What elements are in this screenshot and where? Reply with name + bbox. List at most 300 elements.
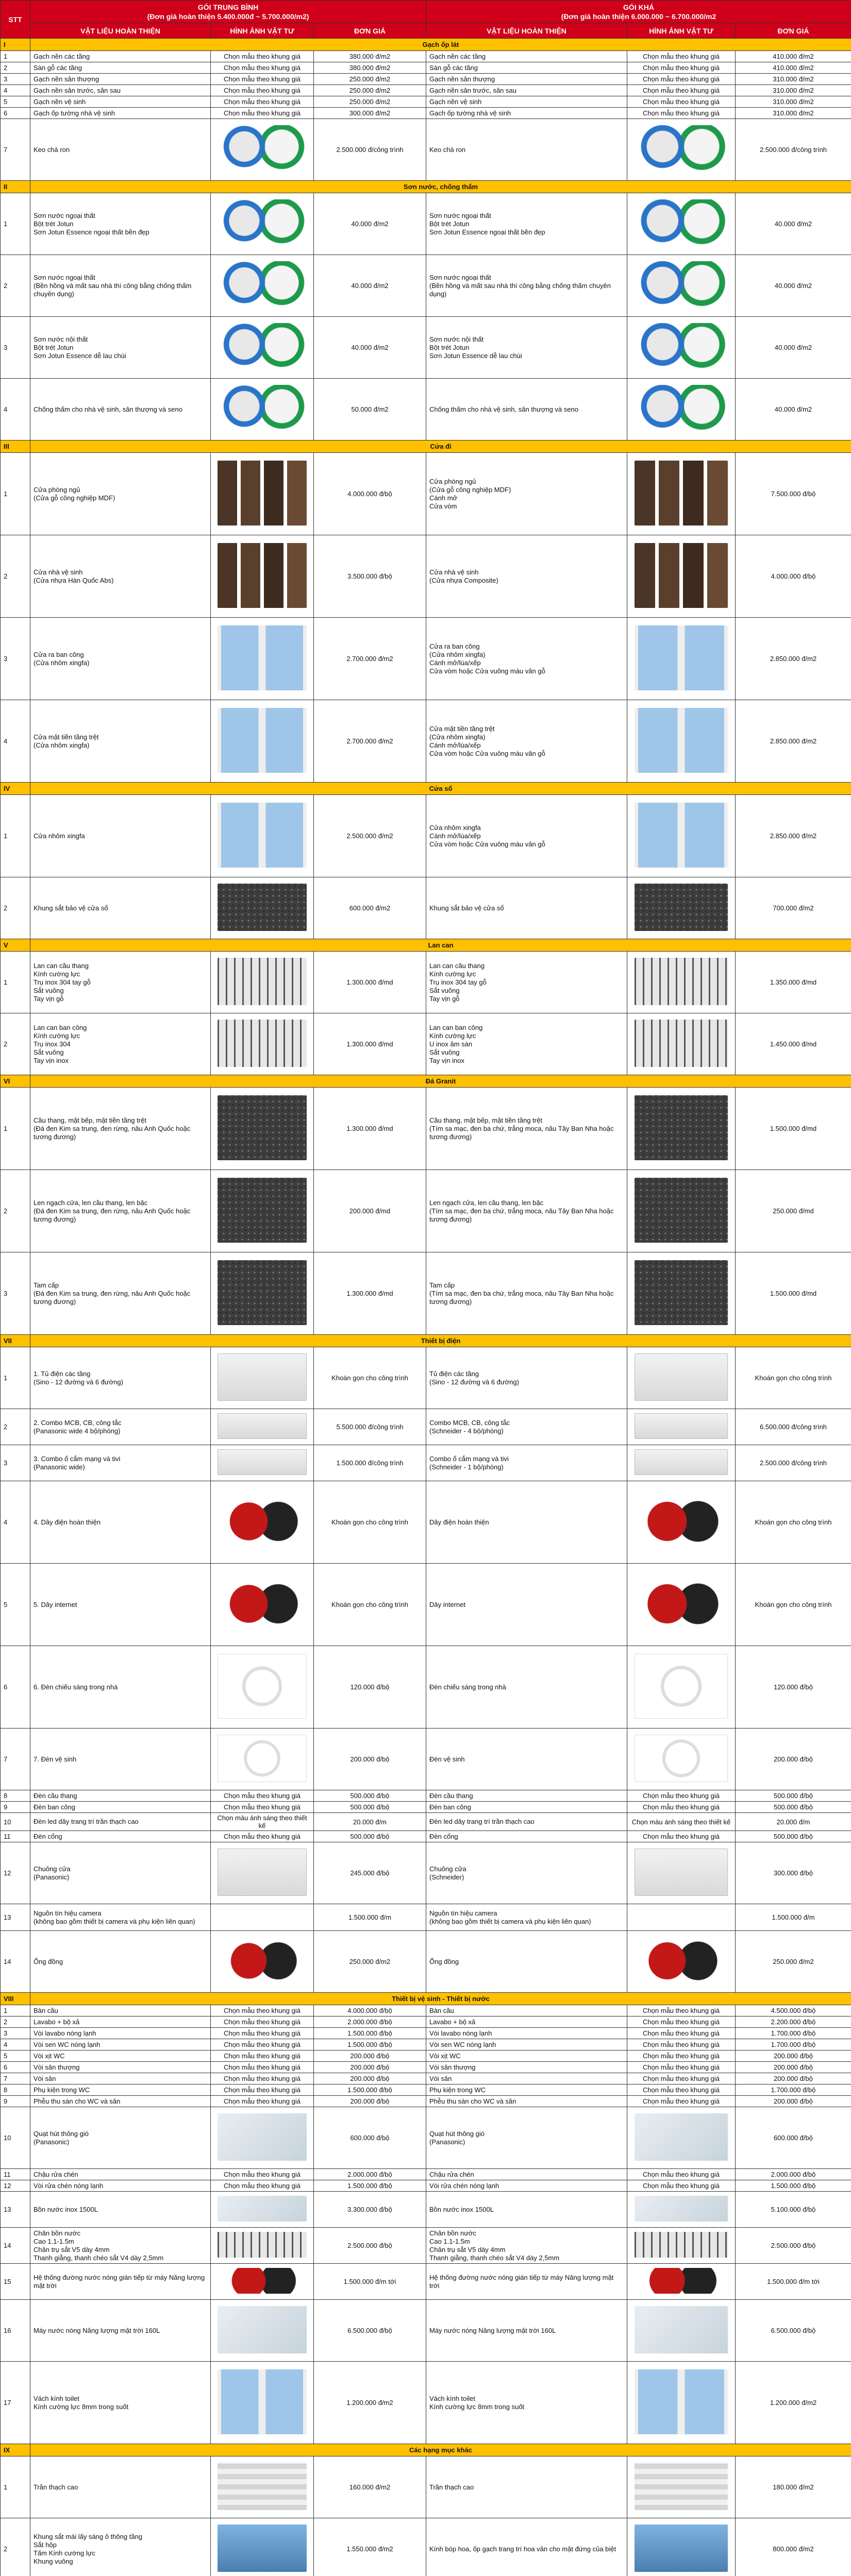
table-row (1, 2096, 851, 2107)
section-number: VII (1, 1335, 30, 1347)
material-left: Gạch nền sân trước, sân sau (30, 85, 211, 96)
price-left: 4.000.000 đ/bộ (314, 2005, 426, 2016)
material-right: Sơn nước nội thất Bột trét Jotun Sơn Jotun Essence dễ lau chùi (426, 317, 627, 379)
image-note-right: Chọn mẫu theo khung giá (627, 51, 736, 62)
row-number: 1 (1, 193, 30, 255)
table-row (1, 2300, 851, 2362)
material-right: Tam cấp (Tím sa mạc, đen ba chứ, trắng moca, nâu Tây Ban Nha hoặc tương đương) (426, 1252, 627, 1335)
material-image-left (211, 119, 314, 181)
material-left: Cầu thang, mặt bếp, mặt tiền tầng trệt (Đá đen Kim sa trung, đen rừng, nâu Anh Quốc hoặc tương đương) (30, 1088, 211, 1170)
row-number: 7 (1, 1728, 30, 1790)
section-title: Cửa sổ (30, 783, 851, 795)
table-row (1, 2050, 851, 2062)
material-photo (218, 1178, 306, 1243)
material-image-right (627, 1481, 736, 1564)
price-left: 3.500.000 đ/bộ (314, 535, 426, 618)
price-right: 1.450.000 đ/md (736, 1013, 851, 1075)
material-left: Cửa nhôm xingfa (30, 795, 211, 877)
price-right: Khoán gọn cho công trình (736, 1564, 851, 1646)
section-header (1, 1075, 851, 1088)
material-left: Vòi sân (30, 2073, 211, 2084)
material-photo (218, 2268, 306, 2293)
material-right: Gạch nền sân thượng (426, 74, 627, 85)
image-note-right: Chọn mẫu theo khung giá (627, 2062, 736, 2073)
material-right: Gạch nền vệ sinh (426, 96, 627, 108)
row-number: 15 (1, 2264, 30, 2300)
price-left: 200.000 đ/bộ (314, 2073, 426, 2084)
material-right: Dây điện hoàn thiện (426, 1481, 627, 1564)
material-photo (218, 1937, 306, 1985)
material-image-right (627, 1409, 736, 1445)
price-left: 500.000 đ/bộ (314, 1831, 426, 1842)
table-row (1, 1013, 851, 1075)
material-image-right (627, 535, 736, 618)
material-left: Chậu rửa chén (30, 2169, 211, 2180)
material-photo (635, 385, 728, 432)
material-photo (218, 1849, 306, 1896)
row-number: 1 (1, 2456, 30, 2518)
material-right: Sơn nước ngoại thất (Bền hồng và mất sau nhà thì công bằng chống thấm chuyên dụng) (426, 255, 627, 317)
table-row (1, 96, 851, 108)
price-right: 2.850.000 đ/m2 (736, 795, 851, 877)
price-left: 600.000 đ/bộ (314, 2107, 426, 2169)
material-photo (218, 1654, 306, 1719)
material-right: Đèn led dây trang trí trần thạch cao (426, 1813, 627, 1831)
image-note-left: Chọn mẫu theo khung giá (211, 2084, 314, 2096)
image-note-right: Chọn mẫu theo khung giá (627, 2084, 736, 2096)
row-number: 3 (1, 618, 30, 700)
image-note-right: Chọn mẫu theo khung giá (627, 85, 736, 96)
price-left: 600.000 đ/m2 (314, 877, 426, 939)
image-note-left: Chọn mẫu theo khung giá (211, 2016, 314, 2028)
package-standard-title: GÓI TRUNG BÌNH (197, 3, 259, 11)
material-image-right (627, 1013, 736, 1075)
material-left: Vòi sân thượng (30, 2062, 211, 2073)
row-number: 5 (1, 96, 30, 108)
price-left: 200.000 đ/bộ (314, 1728, 426, 1790)
material-left: Trần thạch cao (30, 2456, 211, 2518)
price-right: 2.850.000 đ/m2 (736, 618, 851, 700)
material-right: Cầu thang, mặt bếp, mặt tiền tầng trệt (Tím sa mạc, đen ba chứ, trắng moca, nâu Tây Ban Nha hoặc tương đương) (426, 1088, 627, 1170)
material-image-left (211, 2228, 314, 2264)
material-left: Chân bồn nước Cao 1.1-1.5m Chân trụ sắt V5 dày 4mm Thanh giằng, thanh chéo sắt V4 dày 2,5mm (30, 2228, 211, 2264)
image-note-right: Chọn mẫu theo khung giá (627, 74, 736, 85)
row-number: 4 (1, 2039, 30, 2050)
price-right: 310.000 đ/m2 (736, 108, 851, 119)
material-photo (635, 1654, 728, 1719)
price-right: 310.000 đ/m2 (736, 85, 851, 96)
material-photo (218, 1095, 306, 1160)
table-row (1, 2169, 851, 2180)
material-photo (218, 385, 306, 432)
material-right: Đèn chiếu sáng trong nhà (426, 1646, 627, 1728)
material-left: Đèn ban công (30, 1802, 211, 1813)
material-right: Vòi sân (426, 2073, 627, 2084)
image-note-left: Chọn màu ánh sáng theo thiết kế (211, 1813, 314, 1831)
price-left: 1.300.000 đ/md (314, 952, 426, 1013)
row-number: 14 (1, 2228, 30, 2264)
row-number: 3 (1, 74, 30, 85)
material-image-left (211, 1564, 314, 1646)
image-note-right (627, 1904, 736, 1931)
material-image-right (627, 1728, 736, 1790)
price-right: 2.500.000 đ/công trình (736, 1445, 851, 1481)
material-left: Gạch ốp tường nhà vệ sinh (30, 108, 211, 119)
table-row (1, 119, 851, 181)
table-row (1, 74, 851, 85)
price-left: 160.000 đ/m2 (314, 2456, 426, 2518)
price-left: 300.000 đ/m2 (314, 108, 426, 119)
price-left: 1.500.000 đ/m (314, 1904, 426, 1931)
material-right: Cửa nhôm xingfa Cánh mở/lùa/xếp Cửa vòm hoặc Cửa vuông màu vân gỗ (426, 795, 627, 877)
material-left: Gạch nền vệ sinh (30, 96, 211, 108)
material-photo (218, 1260, 306, 1325)
row-number: 1 (1, 952, 30, 1013)
material-left: Phụ kiện trong WC (30, 2084, 211, 2096)
material-right: Lan can ban công Kính cường lực U inox âm sàn Sắt vuông Tay vịn inox (426, 1013, 627, 1075)
row-number: 10 (1, 1813, 30, 1831)
row-number: 2 (1, 1013, 30, 1075)
table-row (1, 952, 851, 1013)
row-number: 9 (1, 2096, 30, 2107)
material-left: Khung sắt mái lấy sáng ô thông tầng Sắt hộp Tấm Kính cường lực Khung vuông (30, 2518, 211, 2576)
row-number: 6 (1, 1646, 30, 1728)
price-right: 5.100.000 đ/bộ (736, 2192, 851, 2228)
material-right: Ống đồng (426, 1931, 627, 1993)
material-image-left (211, 1445, 314, 1481)
material-right: Sàn gỗ các tầng (426, 62, 627, 74)
material-left: Vòi sen WC nóng lạnh (30, 2039, 211, 2050)
material-left: 6. Đèn chiếu sáng trong nhà (30, 1646, 211, 1728)
image-note-left: Chọn mẫu theo khung giá (211, 108, 314, 119)
row-number: 6 (1, 108, 30, 119)
image-note-left: Chọn mẫu theo khung giá (211, 1831, 314, 1842)
material-photo (635, 1571, 728, 1636)
material-image-left (211, 2107, 314, 2169)
material-image-right (627, 877, 736, 939)
price-left: 1.500.000 đ/bộ (314, 2084, 426, 2096)
material-image-left (211, 795, 314, 877)
section-title: Gạch ốp lát (30, 39, 851, 51)
package-premium-title: GÓI KHÁ (623, 3, 654, 11)
material-right: Cửa ra ban công (Cửa nhôm xingfa) Cánh mở/lùa/xếp Cửa vòm hoặc Cửa vuông màu vân gỗ (426, 618, 627, 700)
material-right: Chống thấm cho nhà vệ sinh, sân thượng và seno (426, 379, 627, 440)
row-number: 7 (1, 2073, 30, 2084)
section-title: Sơn nước, chống thấm (30, 181, 851, 193)
material-image-right (627, 952, 736, 1013)
row-number: 12 (1, 1842, 30, 1904)
price-left: 380.000 đ/m2 (314, 62, 426, 74)
material-left: Sơn nước ngoại thất Bột trét Jotun Sơn Jotun Essence ngoại thất bền đẹp (30, 193, 211, 255)
header-package-standard (30, 1, 426, 23)
price-right: 4.500.000 đ/bộ (736, 2005, 851, 2016)
material-left: 7. Đèn vệ sinh (30, 1728, 211, 1790)
material-left: Cửa phòng ngủ (Cửa gỗ công nghiệp MDF) (30, 453, 211, 535)
table-row (1, 2062, 851, 2073)
material-right: Đèn cổng (426, 1831, 627, 1842)
material-image-right (627, 453, 736, 535)
material-image-left (211, 1013, 314, 1075)
header-material-left: VẬT LIỆU HOÀN THIỆN (30, 23, 211, 39)
image-note-left: Chọn mẫu theo khung giá (211, 1802, 314, 1813)
material-right: Đèn vệ sinh (426, 1728, 627, 1790)
material-image-right (627, 1931, 736, 1993)
header-material-right: VẬT LIỆU HOÀN THIỆN (426, 23, 627, 39)
material-left: Vòi lavabo nóng lạnh (30, 2028, 211, 2039)
price-right: 200.000 đ/bộ (736, 2096, 851, 2107)
material-image-right (627, 2107, 736, 2169)
material-left: Cửa mặt tiền tầng trệt (Cửa nhôm xingfa) (30, 700, 211, 783)
material-left: Đèn led dây trang trí trần thạch cao (30, 1813, 211, 1831)
material-photo (635, 323, 728, 370)
image-note-right: Chọn màu ánh sáng theo thiết kế (627, 1813, 736, 1831)
price-left: 245.000 đ/bộ (314, 1842, 426, 1904)
row-number: 5 (1, 2050, 30, 2062)
material-photo (635, 1353, 728, 1401)
price-left: 1.300.000 đ/md (314, 1252, 426, 1335)
section-header (1, 181, 851, 193)
material-image-left (211, 1170, 314, 1252)
price-right: 1.500.000 đ/m tới (736, 2264, 851, 2300)
table-row (1, 1790, 851, 1802)
material-photo (635, 803, 728, 868)
material-right: Bàn cầu (426, 2005, 627, 2016)
price-left: 200.000 đ/md (314, 1170, 426, 1252)
material-image-left (211, 1481, 314, 1564)
price-right: 500.000 đ/bộ (736, 1831, 851, 1842)
table-row (1, 193, 851, 255)
material-image-left (211, 1931, 314, 1993)
material-photo (218, 2232, 306, 2257)
image-note-right: Chọn mẫu theo khung giá (627, 108, 736, 119)
image-note-left: Chọn mẫu theo khung giá (211, 1790, 314, 1802)
table-row (1, 453, 851, 535)
table-row (1, 1831, 851, 1842)
table-row (1, 1088, 851, 1170)
price-left: 40.000 đ/m2 (314, 255, 426, 317)
section-header (1, 440, 851, 453)
material-right: Vách kính toilet Kính cường lực 8mm trong suốt (426, 2362, 627, 2444)
section-number: I (1, 39, 30, 51)
material-left: Chuông cửa (Panasonic) (30, 1842, 211, 1904)
material-photo (635, 261, 728, 309)
image-note-right: Chọn mẫu theo khung giá (627, 1831, 736, 1842)
header-stt: STT (1, 1, 30, 39)
material-image-left (211, 700, 314, 783)
price-left: Khoán gọn cho công trình (314, 1564, 426, 1646)
price-right: 120.000 đ/bộ (736, 1646, 851, 1728)
material-image-right (627, 1842, 736, 1904)
section-title: Các hạng mục khác (30, 2444, 851, 2456)
material-right: Vòi lavabo nóng lạnh (426, 2028, 627, 2039)
image-note-left: Chọn mẫu theo khung giá (211, 2169, 314, 2180)
section-number: III (1, 440, 30, 453)
material-right: Sơn nước ngoại thất Bột trét Jotun Sơn Jotun Essence ngoại thất bền đẹp (426, 193, 627, 255)
material-right: Hệ thống đường nước nóng gián tiếp từ máy Năng lượng mặt trời (426, 2264, 627, 2300)
price-right: 40.000 đ/m2 (736, 379, 851, 440)
table-row (1, 1347, 851, 1409)
price-left: 1.500.000 đ/bộ (314, 2028, 426, 2039)
section-title: Cửa đi (30, 440, 851, 453)
price-right: 410.000 đ/m2 (736, 51, 851, 62)
material-image-left (211, 535, 314, 618)
row-number: 1 (1, 2005, 30, 2016)
section-header (1, 2444, 851, 2456)
material-right: Gạch ốp tường nhà vệ sinh (426, 108, 627, 119)
table-row (1, 317, 851, 379)
row-number: 3 (1, 2028, 30, 2039)
material-image-right (627, 1170, 736, 1252)
price-left: 1.500.000 đ/bộ (314, 2180, 426, 2192)
price-left: 1.550.000 đ/m2 (314, 2518, 426, 2576)
material-photo (218, 2196, 306, 2221)
material-photo (635, 1849, 728, 1896)
material-photo (218, 1489, 306, 1554)
image-note-right: Chọn mẫu theo khung giá (627, 2073, 736, 2084)
section-header (1, 939, 851, 952)
material-left: 4. Dây điện hoàn thiện (30, 1481, 211, 1564)
material-right: Dây internet (426, 1564, 627, 1646)
table-row (1, 1842, 851, 1904)
price-right: 180.000 đ/m2 (736, 2456, 851, 2518)
material-left: Sơn nước nội thất Bột trét Jotun Sơn Jotun Essence dễ lau chùi (30, 317, 211, 379)
table-row (1, 1646, 851, 1728)
material-image-right (627, 1252, 736, 1335)
price-right: 40.000 đ/m2 (736, 193, 851, 255)
material-right: Gạch nền các tầng (426, 51, 627, 62)
material-image-left (211, 1646, 314, 1728)
price-left: Khoán gọn cho công trình (314, 1347, 426, 1409)
table-row (1, 2228, 851, 2264)
image-note-left: Chọn mẫu theo khung giá (211, 2073, 314, 2084)
table-row (1, 1728, 851, 1790)
material-image-right (627, 700, 736, 783)
price-left: Khoán gọn cho công trình (314, 1481, 426, 1564)
material-photo (218, 1735, 306, 1782)
price-right: Khoán gọn cho công trình (736, 1347, 851, 1409)
table-row (1, 1481, 851, 1564)
table-row (1, 2039, 851, 2050)
row-number: 2 (1, 877, 30, 939)
material-image-right (627, 2362, 736, 2444)
material-photo (635, 1260, 728, 1325)
material-right: Vòi rửa chén nóng lạnh (426, 2180, 627, 2192)
section-number: IX (1, 2444, 30, 2456)
material-image-left (211, 1347, 314, 1409)
price-left: 2.000.000 đ/bộ (314, 2016, 426, 2028)
material-left: Hệ thống đường nước nóng gián tiếp từ máy Năng lượng mặt trời (30, 2264, 211, 2300)
row-number: 13 (1, 1904, 30, 1931)
material-image-right (627, 2518, 736, 2576)
price-left: 380.000 đ/m2 (314, 51, 426, 62)
material-left: Cửa ra ban công (Cửa nhôm xingfa) (30, 618, 211, 700)
material-left: Gạch nền các tầng (30, 51, 211, 62)
material-right: Keo chà ron (426, 119, 627, 181)
material-right: Len ngạch cửa, len cầu thang, len bậc (Tím sa mạc, đen ba chứ, trắng moca, nâu Tây Ban Nha hoặc tương đương) (426, 1170, 627, 1252)
section-header (1, 783, 851, 795)
header-price-left: ĐƠN GIÁ (314, 23, 426, 39)
table-row (1, 255, 851, 317)
price-left: 50.000 đ/m2 (314, 379, 426, 440)
material-left: Đèn cổng (30, 1831, 211, 1842)
price-left: 40.000 đ/m2 (314, 317, 426, 379)
price-left: 1.500.000 đ/bộ (314, 2039, 426, 2050)
material-image-left (211, 1842, 314, 1904)
price-right: 2.000.000 đ/bộ (736, 2169, 851, 2180)
section-title: Đá Granit (30, 1075, 851, 1088)
section-number: VI (1, 1075, 30, 1088)
price-left: 2.500.000 đ/bộ (314, 2228, 426, 2264)
section-number: V (1, 939, 30, 952)
image-note-left: Chọn mẫu theo khung giá (211, 2050, 314, 2062)
material-right: Gạch nền sân trước, sân sau (426, 85, 627, 96)
image-note-right: Chọn mẫu theo khung giá (627, 2169, 736, 2180)
price-right: 200.000 đ/bộ (736, 1728, 851, 1790)
material-image-right (627, 795, 736, 877)
material-image-left (211, 2456, 314, 2518)
price-left: 250.000 đ/m2 (314, 96, 426, 108)
row-number: 1 (1, 1347, 30, 1409)
material-left: 3. Combo ổ cắm mạng và tivi (Panasonic wide) (30, 1445, 211, 1481)
material-photo (218, 461, 306, 526)
price-right: 20.000 đ/m (736, 1813, 851, 1831)
material-photo (635, 543, 728, 608)
material-photo (635, 958, 728, 1005)
material-right: Bồn nước inox 1500L (426, 2192, 627, 2228)
price-right: 2.500.000 đ/bộ (736, 2228, 851, 2264)
image-note-left: Chọn mẫu theo khung giá (211, 2039, 314, 2050)
header-image-left: HÌNH ẢNH VẬT TƯ (211, 23, 314, 39)
image-note-right: Chọn mẫu theo khung giá (627, 96, 736, 108)
price-right: 410.000 đ/m2 (736, 62, 851, 74)
material-right: Cửa phòng ngủ (Cửa gỗ công nghiệp MDF) Cánh mở Cửa vòm (426, 453, 627, 535)
table-row (1, 877, 851, 939)
image-note-right: Chọn mẫu theo khung giá (627, 2039, 736, 2050)
price-left: 1.500.000 đ/m tới (314, 2264, 426, 2300)
material-right: Cửa mặt tiền tầng trệt (Cửa nhôm xingfa) Cánh mở/lùa/xếp Cửa vòm hoặc Cửa vuông màu vân gỗ (426, 700, 627, 783)
row-number: 2 (1, 62, 30, 74)
table-row (1, 2107, 851, 2169)
material-photo (635, 2113, 728, 2161)
material-image-left (211, 1252, 314, 1335)
material-photo (218, 199, 306, 247)
row-number: 7 (1, 119, 30, 181)
material-photo (635, 1937, 728, 1985)
material-left: 2. Combo MCB, CB, công tắc (Panasonic wide 4 bộ/phòng) (30, 1409, 211, 1445)
material-left: Nguồn tín hiệu camera (không bao gồm thiết bị camera và phụ kiện liên quan) (30, 1904, 211, 1931)
material-right: Trần thạch cao (426, 2456, 627, 2518)
price-right: 6.500.000 đ/bộ (736, 2300, 851, 2362)
table-row (1, 62, 851, 74)
material-photo (635, 2232, 728, 2257)
material-left: Lavabo + bộ xả (30, 2016, 211, 2028)
price-right: 1.700.000 đ/bộ (736, 2028, 851, 2039)
price-right: Khoán gọn cho công trình (736, 1481, 851, 1564)
material-image-left (211, 2518, 314, 2576)
material-left: Len ngạch cửa, len cầu thang, len bậc (Đá đen Kim sa trung, đen rừng, nâu Anh Quốc hoặc tương đương) (30, 1170, 211, 1252)
material-photo (635, 2306, 728, 2353)
material-right: Máy nước nóng Năng lượng mặt trời 160L (426, 2300, 627, 2362)
row-number: 3 (1, 317, 30, 379)
row-number: 5 (1, 1564, 30, 1646)
image-note-left: Chọn mẫu theo khung giá (211, 2062, 314, 2073)
material-left: Phễu thu sàn cho WC và sân (30, 2096, 211, 2107)
table-row (1, 1904, 851, 1931)
table-row (1, 2084, 851, 2096)
material-right: Phễu thu sàn cho WC và sân (426, 2096, 627, 2107)
material-right: Lan can cầu thang Kính cường lực Trụ inox 304 tay gỗ Sắt vuông Tay vịn gỗ (426, 952, 627, 1013)
material-image-left (211, 1088, 314, 1170)
